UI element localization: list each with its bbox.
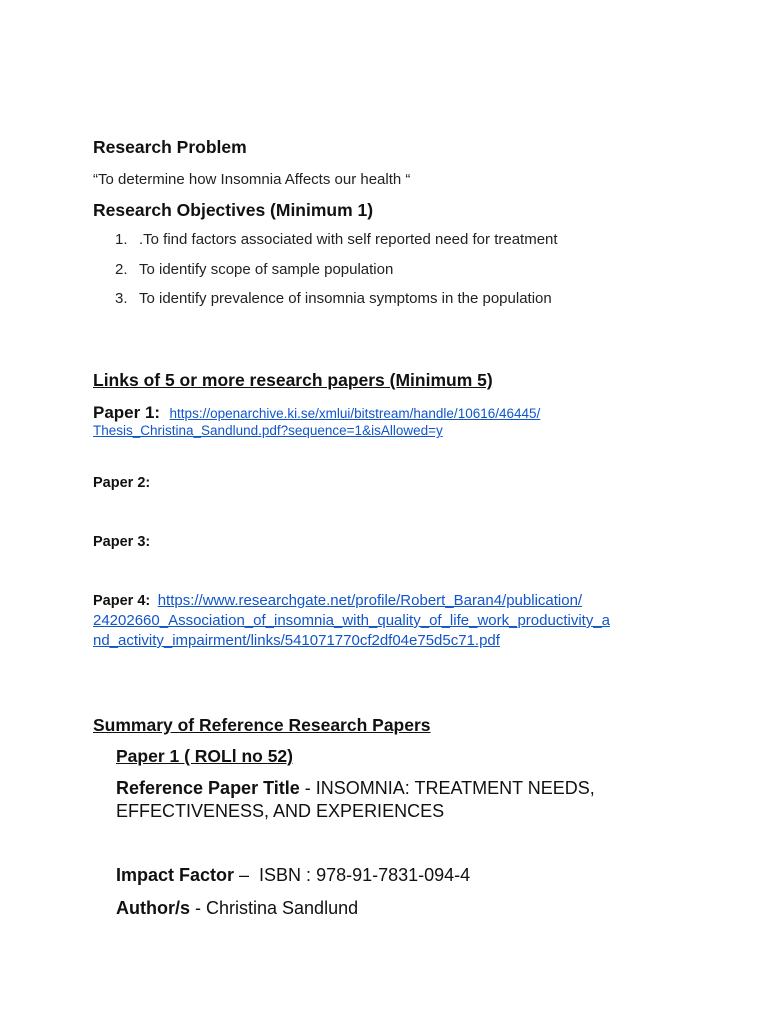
- objective-text: To identify scope of sample population: [139, 260, 394, 278]
- list-number: 1.: [115, 231, 128, 248]
- impact-factor-value: ISBN : 978-91-7831-094-4: [254, 865, 471, 885]
- impact-factor-label: Impact Factor: [116, 865, 235, 885]
- summary-paper1-heading: Paper 1 ( ROLl no 52): [116, 746, 293, 766]
- paper1-link-row: [93, 403, 540, 423]
- reference-title-line2: EFFECTIVENESS, AND EXPERIENCES: [116, 801, 445, 821]
- author-row: [116, 898, 358, 919]
- reference-title-label: Reference Paper Title: [116, 778, 300, 798]
- research-objectives-heading: Research Objectives (Minimum 1): [93, 200, 374, 220]
- author-sep: -: [190, 898, 206, 918]
- links-heading: Links of 5 or more research papers (Minimum 5): [93, 370, 493, 390]
- paper4-link-row: [93, 591, 582, 611]
- research-problem-heading: Research Problem: [93, 137, 247, 157]
- paper4-label: Paper 4:: [93, 593, 151, 609]
- author-value: Christina Sandlund: [206, 898, 359, 918]
- paper1-link-line2[interactable]: Thesis_Christina_Sandlund.pdf?sequence=1&isAllowed=y: [93, 423, 443, 438]
- author-label: Author/s: [116, 898, 190, 918]
- reference-title-line1: INSOMNIA: TREATMENT NEEDS,: [315, 778, 595, 798]
- list-number: 2.: [115, 260, 128, 278]
- impact-factor-sep: –: [234, 865, 255, 885]
- paper4-link-line3[interactable]: nd_activity_impairment/links/541071770cf2df04e75d5c71.pdf: [93, 632, 500, 649]
- paper3-label: Paper 3:: [93, 534, 151, 550]
- paper4-link-line1[interactable]: https://www.researchgate.net/profile/Robert_Baran4/publication/: [157, 592, 583, 609]
- reference-title-row: [116, 778, 595, 799]
- paper2-label: Paper 2:: [93, 475, 151, 491]
- paper4-link-line2[interactable]: 24202660_Association_of_insomnia_with_quality_of_life_work_productivity_a: [93, 612, 611, 629]
- objective-text: To identify prevalence of insomnia symptoms in the population: [139, 290, 552, 307]
- paper1-label: Paper 1:: [93, 403, 161, 422]
- reference-title-sep: -: [299, 778, 316, 798]
- summary-heading: Summary of Reference Research Papers: [93, 715, 431, 735]
- paper1-link-line1[interactable]: https://openarchive.ki.se/xmlui/bitstream/handle/10616/46445/: [169, 406, 541, 421]
- research-problem-statement: “To determine how Insomnia Affects our health “: [93, 171, 411, 188]
- impact-factor-row: [116, 865, 470, 886]
- list-number: 3.: [115, 290, 128, 307]
- objective-text: .To find factors associated with self reported need for treatment: [139, 231, 558, 248]
